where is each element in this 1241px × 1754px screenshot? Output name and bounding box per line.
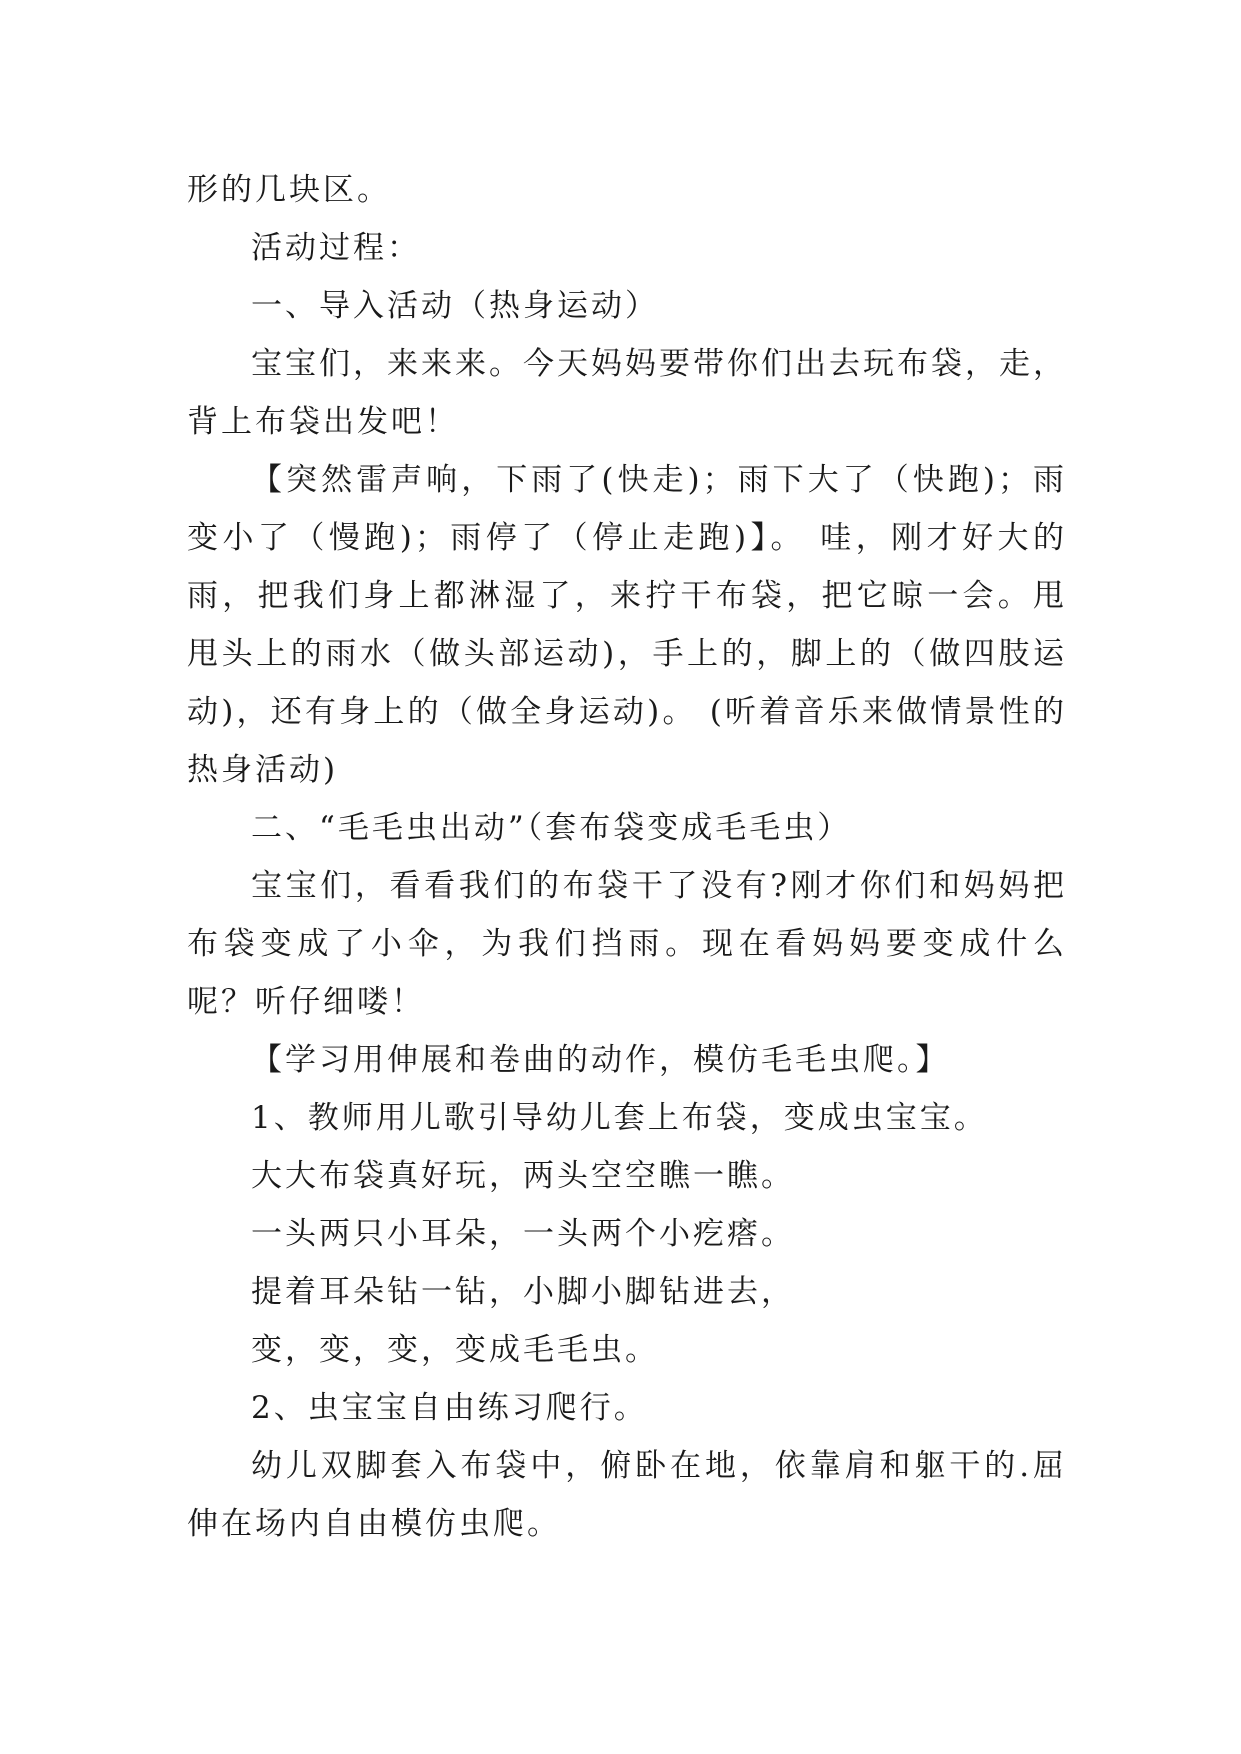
- paragraph-activity-process-heading: 活动过程：: [251, 230, 421, 266]
- paragraph-bag-dry: 宝宝们，看看我们的布袋干了没有?刚才你们和妈妈把布袋变成了小伞，为我们挡雨。现在看妈妈要变成什么呢？听仔细喽！: [187, 868, 1067, 1020]
- rhyme-line-4: 变，变，变，变成毛毛虫。: [251, 1332, 659, 1368]
- rhyme-line-3: 提着耳朵钻一钻，小脚小脚钻进去，: [251, 1274, 795, 1310]
- rhyme-line-2: 一头两只小耳朵，一头两个小疙瘩。: [251, 1216, 795, 1252]
- rhyme-line-1: 大大布袋真好玩，两头空空瞧一瞧。: [251, 1158, 795, 1194]
- list-item-step-1: 1、教师用儿歌引导幼儿套上布袋，变成虫宝宝。: [251, 1100, 988, 1136]
- paragraph-learning-goal: 【学习用伸展和卷曲的动作，模仿毛毛虫爬。】: [251, 1042, 950, 1078]
- paragraph-intro: 宝宝们，来来来。今天妈妈要带你们出去玩布袋，走，背上布袋出发吧！: [187, 346, 1067, 440]
- paragraph-crawl-practice: 幼儿双脚套入布袋中，俯卧在地，依靠肩和躯干的.屈伸在场内自由模仿虫爬。: [187, 1448, 1067, 1542]
- section-heading-caterpillar: 二、“毛毛虫出动”（套布袋变成毛毛虫）: [251, 810, 852, 846]
- paragraph-rain-scenario: 【突然雷声响，下雨了(快走)；雨下大了（快跑)；雨变小了（慢跑)；雨停了（停止走跑)】。 哇，刚才好大的雨，把我们身上都淋湿了，来拧干布袋，把它晾一会。甩甩头上的雨水（做头部运动)，手上的，脚上的（做四肢运动)，还有身上的（做全身运动)。 (听着音乐来做情景性的热身活动): [187, 462, 1067, 788]
- paragraph-continuation: 形的几块区。: [187, 172, 391, 208]
- document-body: [187, 161, 1067, 1553]
- section-heading-warmup: 一、导入活动（热身运动）: [251, 288, 659, 324]
- list-item-step-2: 2、虫宝宝自由练习爬行。: [251, 1390, 648, 1426]
